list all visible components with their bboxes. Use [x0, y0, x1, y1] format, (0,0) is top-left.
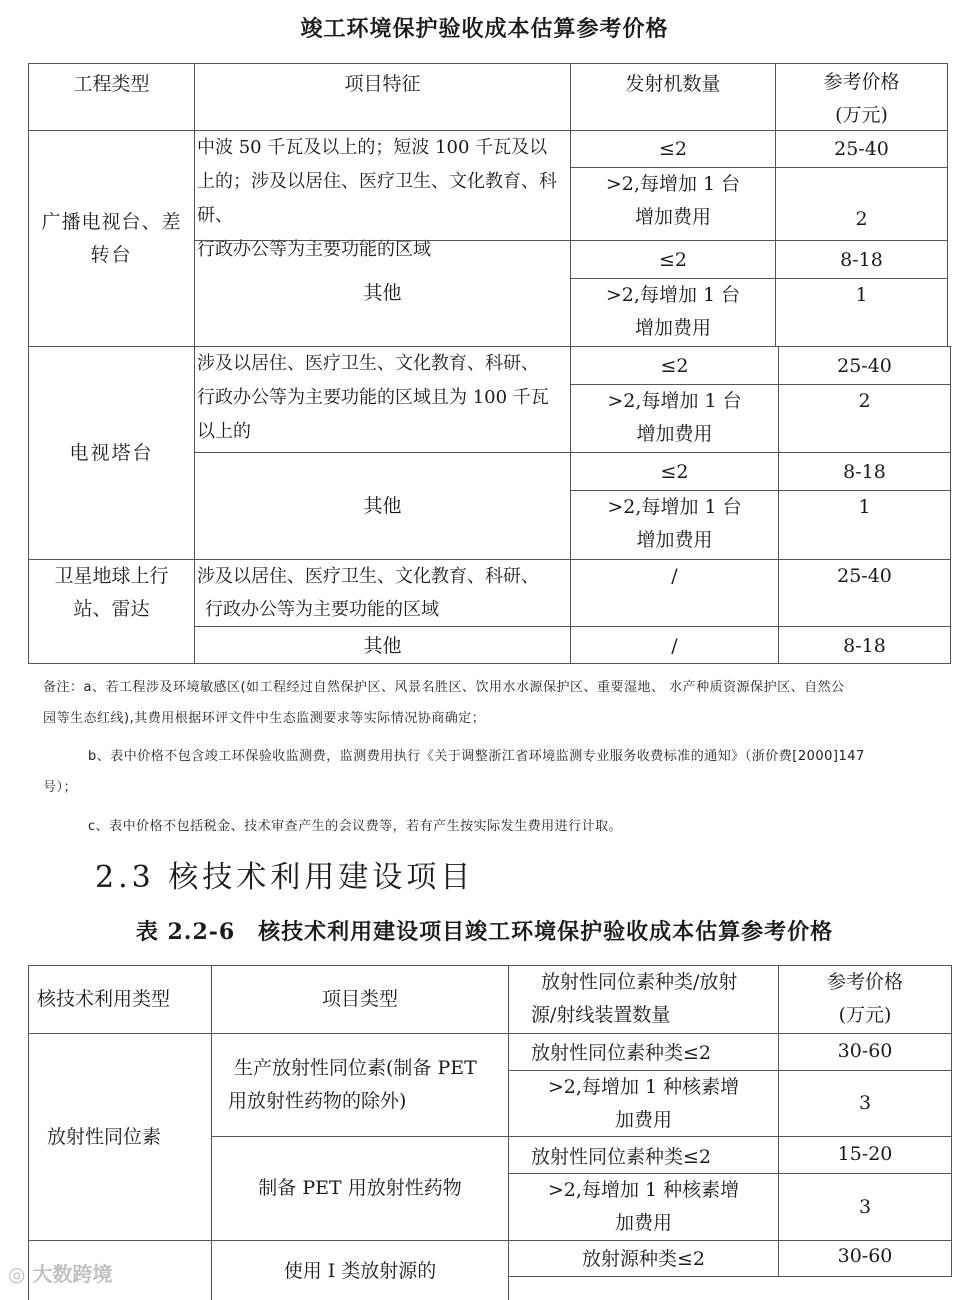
count-line: >2,每增加 1 种核素增 — [547, 1076, 740, 1098]
count-cell: / — [570, 559, 779, 627]
note-c-line1: c、表中价格不包括税金、技术审查产生的会议费等，若有产生按实际发生费用进行计取。 — [88, 819, 623, 834]
feature-line: 行政办公等为主要功能的区域且为 100 千瓦 — [197, 387, 549, 408]
header-type: 核技术利用类型 — [28, 965, 212, 1034]
feature-cell — [194, 240, 571, 347]
count-line: >2,每增加 1 台 — [607, 496, 742, 518]
count-cell: 放射性同位素种类≤2 — [508, 1136, 779, 1174]
group-type-line1: 广播电视台、差 — [41, 210, 182, 233]
count-line: 加费用 — [614, 1109, 672, 1131]
price-cell: 3 — [778, 1070, 952, 1137]
price-cell: 8-18 — [775, 240, 948, 279]
header-price — [775, 63, 948, 131]
price-cell: 8-18 — [778, 452, 951, 491]
count-cell — [570, 384, 779, 453]
feature-line: 行政办公等为主要功能的区域 — [197, 239, 431, 260]
count-line: >2,每增加 1 种核素增 — [547, 1179, 740, 1201]
count-cell: ≤2 — [570, 130, 776, 168]
feature-line: 行政办公等为主要功能的区域 — [205, 599, 439, 620]
count-line: 增加费用 — [634, 317, 711, 339]
count-line: >2,每增加 1 台 — [607, 390, 742, 412]
feature-line: 上的；涉及以居住、医疗卫生、文化教育、科研、 — [197, 171, 557, 226]
count-cell — [508, 1070, 779, 1137]
count-cell: ≤2 — [570, 346, 779, 385]
project-line: 用放射性药物的除外) — [228, 1090, 407, 1112]
note-b-line2: 号）； — [43, 780, 78, 795]
count-cell — [570, 490, 779, 560]
group-type-cell — [28, 346, 195, 560]
feature-line: 涉及以居住、医疗卫生、文化教育、科研、 — [197, 566, 539, 587]
price-cell: 30-60 — [778, 1240, 952, 1277]
price-cell: 2 — [775, 167, 948, 241]
header-price-line2: (万元) — [838, 1004, 892, 1026]
count-cell — [570, 278, 776, 347]
count-cell: 放射性同位素种类≤2 — [508, 1033, 779, 1071]
count-line: 增加费用 — [636, 423, 713, 445]
table1-title: 竣工环境保护验收成本估算参考价格 — [300, 16, 669, 42]
project-line: 制备 PET 用放射性药物 — [258, 1177, 462, 1199]
group-type-line2: 站、雷达 — [73, 598, 150, 620]
header-price-line1: 参考价格 — [826, 971, 903, 993]
feature-cell — [194, 346, 571, 453]
header-price-line1: 参考价格 — [823, 71, 900, 93]
group-type-line1: 电视塔台 — [69, 441, 154, 464]
header-count — [508, 965, 779, 1034]
feature-line: 其他 — [363, 494, 402, 517]
project-line: 生产放射性同位素(制备 PET — [234, 1057, 477, 1079]
watermark-logo-icon: ◎ — [8, 1262, 33, 1286]
group-type-line1: 卫星地球上行 — [54, 565, 169, 587]
count-line: 加费用 — [614, 1212, 672, 1234]
group-type-cell — [28, 130, 195, 347]
header-type: 工程类型 — [28, 63, 195, 131]
project-cell — [211, 1136, 509, 1241]
feature-cell — [194, 130, 571, 260]
header-project: 项目类型 — [211, 965, 509, 1034]
price-cell: 25-40 — [775, 130, 948, 168]
count-line: 增加费用 — [634, 206, 711, 228]
feature-line: 其他 — [363, 282, 402, 304]
table2-title: 表 2.2-6 核技术利用建设项目竣工环境保护验收成本估算参考价格 — [135, 919, 834, 945]
header-price — [778, 965, 952, 1034]
header-count-line2: 源/射线装置数量 — [531, 1004, 671, 1026]
watermark-text: 大数跨境 — [32, 1262, 113, 1286]
section-heading: 2.3 核技术利用建设项目 — [95, 860, 475, 895]
price-cell: 3 — [778, 1173, 952, 1241]
group-type-line2: 转台 — [90, 243, 133, 266]
count-cell — [508, 1173, 779, 1241]
price-cell: 8-18 — [778, 626, 951, 664]
count-line: >2,每增加 1 台 — [605, 284, 741, 306]
header-feature: 项目特征 — [194, 63, 571, 131]
header-count: 发射机数量 — [570, 63, 776, 131]
project-cell — [211, 1033, 509, 1137]
price-cell: 1 — [778, 490, 951, 560]
count-cell: 放射源种类≤2 — [508, 1240, 779, 1277]
group-type-cell — [28, 559, 195, 664]
feature-line: 涉及以居住、医疗卫生、文化教育、科研、 — [197, 353, 539, 374]
feature-cell — [194, 559, 571, 627]
header-price-line2: (万元) — [835, 104, 888, 126]
watermark — [8, 1258, 112, 1287]
count-cell: ≤2 — [570, 452, 779, 491]
feature-line: 中波 50 千瓦及以上的；短波 100 千瓦及以 — [197, 137, 548, 158]
price-cell: 30-60 — [778, 1033, 952, 1071]
feature-cell: 其他 — [194, 626, 571, 664]
count-line: >2,每增加 1 台 — [605, 173, 741, 195]
feature-cell — [194, 452, 571, 560]
feature-line: 以上的 — [197, 421, 251, 442]
price-cell: 1 — [775, 278, 948, 347]
price-cell: 15-20 — [778, 1136, 952, 1174]
count-cell — [570, 167, 776, 241]
group-type-cell: 放射性同位素 — [28, 1033, 212, 1241]
price-cell: 25-40 — [778, 559, 951, 627]
note-b-line1: b、表中价格不包含竣工环保验收监测费，监测费用执行《关于调整浙江省环境监测专业服务收费标准的通知》（浙价费[2000]147 — [88, 749, 865, 764]
count-cell: / — [570, 626, 779, 664]
project-cell: 使用 I 类放射源的 — [211, 1240, 509, 1300]
price-cell: 25-40 — [778, 346, 951, 385]
note-a-line2: 园等生态红线),其费用根据环评文件中生态监测要求等实际情况协商确定； — [43, 711, 486, 726]
count-line: 增加费用 — [636, 529, 713, 551]
note-a-line1: 备注：a、若工程涉及环境敏感区(如工程经过自然保护区、风景名胜区、饮用水水源保护区、重要湿地、 水产种质资源保护区、自然公 — [43, 680, 845, 695]
header-count-line1: 放射性同位素种类/放射 — [541, 971, 738, 993]
count-cell: ≤2 — [570, 240, 776, 279]
price-cell: 2 — [778, 384, 951, 453]
